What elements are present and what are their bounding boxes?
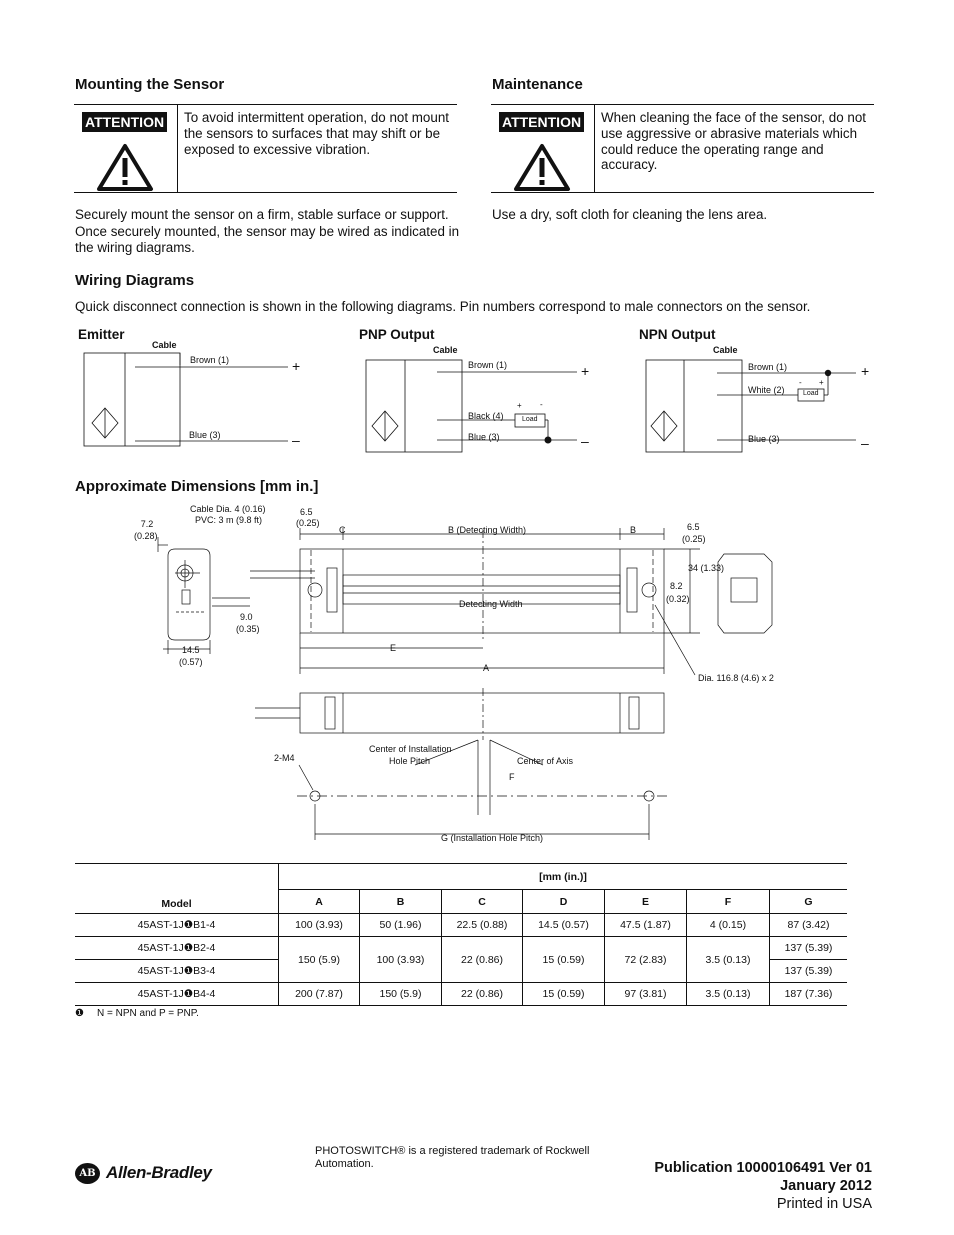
publication-number: Publication 10000106491 Ver 01 bbox=[654, 1160, 872, 1176]
maintenance-body: Use a dry, soft cloth for cleaning the lens area. bbox=[492, 207, 768, 222]
npn-cable-label: Cable bbox=[713, 345, 738, 355]
dim-7-2: 7.2 bbox=[140, 519, 154, 529]
trademark-notice: PHOTOSWITCH® is a registered trademark of Rockwell Automation. bbox=[315, 1145, 590, 1170]
dim-f: F bbox=[509, 772, 515, 782]
npn-load-minus: - bbox=[799, 378, 802, 387]
table-row: 45AST-1J❶B1-4 100 (3.93) 50 (1.96) 22.5 (0.88) 14.5 (0.57) 47.5 (1.87) 4 (0.15) 87 (3.42) bbox=[75, 914, 847, 937]
pnp-load-minus: - bbox=[540, 400, 543, 409]
npn-title: NPN Output bbox=[639, 327, 716, 342]
dim-c: C bbox=[339, 525, 346, 535]
mounting-attention-text: To avoid intermittent operation, do not mount the sensors to surfaces that may shift or be exposed to excessive vibration. bbox=[184, 110, 449, 157]
model-header: Model bbox=[75, 864, 279, 914]
table-row: 45AST-1J❶B3-4 137 (5.39) bbox=[75, 960, 847, 983]
pnp-title: PNP Output bbox=[359, 327, 435, 342]
maintenance-attention-text: When cleaning the face of the sensor, do not use aggressive or abrasive materials which could reduce the operating range and accuracy. bbox=[601, 110, 867, 173]
emitter-plus: + bbox=[292, 358, 301, 374]
dim-14-5: 14.5 bbox=[182, 645, 200, 655]
pnp-minus: – bbox=[581, 433, 589, 449]
dim-7-2-in: (0.28) bbox=[134, 531, 158, 541]
pnp-load-label: Load bbox=[522, 416, 538, 423]
dim-8-2: 8.2 bbox=[670, 581, 683, 591]
dim-cable-pvc: PVC: 3 m (9.8 ft) bbox=[195, 515, 263, 525]
footnote-text: N = NPN and P = PNP. bbox=[97, 1008, 199, 1019]
dim-34: 34 (1.33) bbox=[688, 563, 725, 573]
allen-bradley-logo-icon: AB bbox=[75, 1163, 100, 1184]
col-header-g: G bbox=[770, 890, 848, 914]
dim-6-5-right: 6.5 bbox=[687, 522, 700, 532]
dim-g: G (Installation Hole Pitch) bbox=[441, 833, 544, 843]
col-header-f: F bbox=[687, 890, 770, 914]
publication-info bbox=[654, 1159, 872, 1213]
npn-minus: – bbox=[861, 435, 869, 451]
dim-hole-pitch: Hole Pitch bbox=[389, 756, 431, 766]
col-header-d: D bbox=[523, 890, 605, 914]
printed-in: Printed in USA bbox=[776, 1196, 872, 1212]
maintenance-heading: Maintenance bbox=[492, 76, 583, 93]
dim-dia: Dia. 116.8 (4.6) x 2 bbox=[698, 673, 774, 683]
dim-2-m4: 2-M4 bbox=[274, 753, 295, 763]
npn-wire-brown: Brown (1) bbox=[748, 362, 788, 372]
mounting-body: Securely mount the sensor on a firm, stable surface or support. Once securely mounted, the sensor may be wired as indicated in the wiring diagrams. bbox=[75, 207, 460, 255]
pnp-cable-label: Cable bbox=[433, 345, 458, 355]
mounting-heading: Mounting the Sensor bbox=[75, 76, 225, 93]
dim-6-5-left: 6.5 bbox=[300, 507, 313, 517]
dim-14-5-in: (0.57) bbox=[179, 657, 203, 667]
dim-9-0-in: (0.35) bbox=[236, 624, 260, 634]
table-row: 45AST-1J❶B4-4 200 (7.87) 150 (5.9) 22 (0.86) 15 (0.59) 97 (3.81) 3.5 (0.13) 187 (7.36) bbox=[75, 983, 847, 1006]
dim-b: B bbox=[630, 525, 637, 535]
npn-load-plus: + bbox=[819, 378, 824, 387]
emitter-title: Emitter bbox=[78, 327, 125, 342]
dim-8-2-in: (0.32) bbox=[666, 594, 690, 604]
dim-9-0: 9.0 bbox=[240, 612, 253, 622]
pnp-wire-black: Black (4) bbox=[468, 411, 504, 421]
attention-label: ATTENTION bbox=[499, 112, 584, 132]
dim-e: E bbox=[390, 643, 397, 653]
dimensions-heading: Approximate Dimensions [mm in.] bbox=[75, 478, 319, 495]
pnp-load-plus: + bbox=[517, 401, 522, 410]
attention-label: ATTENTION bbox=[82, 112, 167, 132]
emitter-wire-brown: Brown (1) bbox=[190, 355, 230, 365]
dim-6-5-right-in: (0.25) bbox=[682, 534, 706, 544]
wiring-intro: Quick disconnect connection is shown in the following diagrams. Pin numbers correspond to male connectors on the sensor. bbox=[75, 299, 811, 314]
dimensions-table bbox=[75, 863, 847, 1006]
dim-6-5-left-in: (0.25) bbox=[296, 518, 320, 528]
dim-center-axis: Center of Axis bbox=[517, 756, 574, 766]
unit-header: [mm (in.)] bbox=[279, 864, 848, 890]
footnote-mark: ❶ bbox=[75, 1008, 84, 1019]
dim-a: A bbox=[483, 663, 490, 673]
pnp-plus: + bbox=[581, 363, 590, 379]
pnp-wire-blue: Blue (3) bbox=[468, 432, 500, 442]
table-row: 45AST-1J❶B2-4 150 (5.9) 100 (3.93) 22 (0.86) 15 (0.59) 72 (2.83) 3.5 (0.13) 137 (5.39) bbox=[75, 937, 847, 960]
brand-name: Allen-Bradley bbox=[106, 1163, 212, 1182]
dim-cable-dia: Cable Dia. 4 (0.16) bbox=[190, 504, 266, 514]
col-header-c: C bbox=[442, 890, 523, 914]
npn-wire-white: White (2) bbox=[748, 385, 785, 395]
npn-wire-blue: Blue (3) bbox=[748, 434, 780, 444]
npn-plus: + bbox=[861, 363, 870, 379]
col-header-b: B bbox=[360, 890, 442, 914]
col-header-e: E bbox=[605, 890, 687, 914]
dim-detecting-width: Detecting Width bbox=[459, 599, 523, 609]
col-header-a: A bbox=[279, 890, 360, 914]
pnp-wire-brown: Brown (1) bbox=[468, 360, 508, 370]
npn-load-label: Load bbox=[803, 390, 819, 397]
emitter-cable-label: Cable bbox=[152, 340, 177, 350]
dim-b-detecting: B (Detecting Width) bbox=[448, 525, 527, 535]
dim-center-installation: Center of Installation bbox=[369, 744, 452, 754]
emitter-wire-blue: Blue (3) bbox=[189, 430, 221, 440]
emitter-minus: – bbox=[292, 432, 300, 448]
wiring-heading: Wiring Diagrams bbox=[75, 272, 195, 289]
publication-date: January 2012 bbox=[780, 1178, 872, 1194]
